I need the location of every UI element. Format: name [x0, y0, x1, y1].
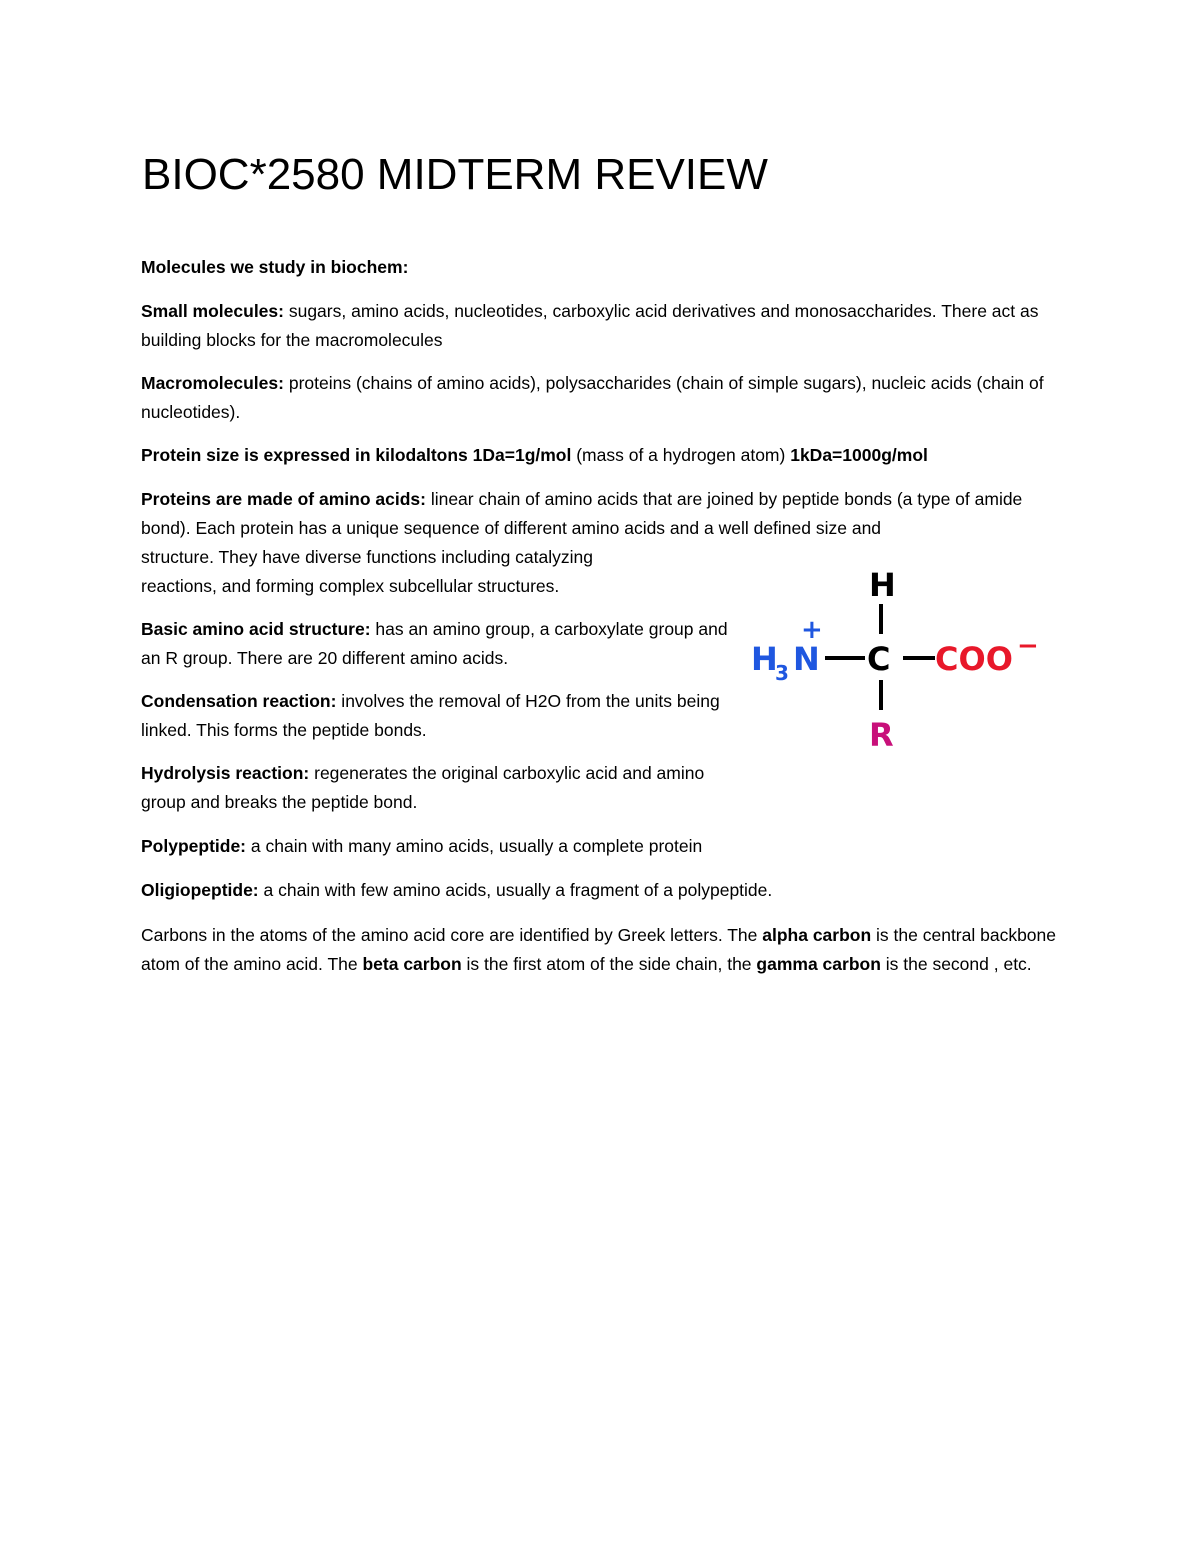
alpha-carbon-label: C [867, 640, 891, 678]
condensation-paragraph: Condensation reaction: involves the removal of H2O from the units being linked. This forms the peptide bonds. [141, 691, 720, 740]
hydrolysis-paragraph: Hydrolysis reaction: regenerates the original carboxylic acid and amino group and breaks the peptide bond. [141, 763, 705, 812]
carbons-paragraph: Carbons in the atoms of the amino acid core are identified by Greek letters. The alpha carbon is the central backbone atom of the amino acid. The beta carbon is the first atom of the side chain, the gamma carbon is the second , etc. [141, 925, 1057, 974]
term: Condensation reaction: [141, 691, 337, 711]
proteins-paragraph: Proteins are made of amino acids: linear chain of amino acids that are joined by peptide bonds (a type of amide bond). Each protein has a unique sequence of different amino acids and a well defined size and structure. They have diverse functions including catalyzing reactions, and forming complex subcellular structures. [141, 489, 1023, 596]
term: Hydrolysis reaction: [141, 763, 310, 783]
oligopeptide-paragraph: Oligiopeptide: a chain with few amino acids, usually a fragment of a polypeptide. [141, 880, 773, 900]
r-group-label: R [869, 716, 894, 754]
nitrogen-label: N [793, 640, 820, 678]
macromolecules-paragraph: Macromolecules: proteins (chains of amino acids), polysaccharides (chain of simple sugars), nucleic acids (chain of nucleotides). [141, 373, 1044, 422]
positive-charge: + [801, 615, 823, 645]
carboxyl-label: COO [935, 640, 1013, 678]
section-heading: Molecules we study in biochem: [141, 257, 409, 277]
term: Macromolecules: [141, 373, 284, 393]
amino-acid-structure-diagram [745, 560, 1039, 760]
negative-charge: − [1017, 631, 1039, 661]
page-title: BIOC*2580 MIDTERM REVIEW [142, 150, 768, 199]
term: Small molecules: [141, 301, 284, 321]
hydrogen-label: H [869, 566, 896, 604]
amine-hydrogen-label: H [751, 640, 778, 678]
protein-size-paragraph: Protein size is expressed in kilodaltons 1Da=1g/mol (mass of a hydrogen atom) 1kDa=1000g/mol [141, 445, 928, 465]
amine-subscript: 3 [775, 661, 789, 685]
term: Basic amino acid structure: [141, 619, 371, 639]
term: Oligiopeptide: [141, 880, 259, 900]
small-molecules-paragraph: Small molecules: sugars, amino acids, nucleotides, carboxylic acid derivatives and monosaccharides. There act as building blocks for the macromolecules [141, 301, 1039, 350]
polypeptide-paragraph: Polypeptide: a chain with many amino acids, usually a complete protein [141, 836, 703, 856]
basic-structure-paragraph: Basic amino acid structure: has an amino group, a carboxylate group and an R group. There are 20 different amino acids. [141, 619, 728, 668]
term: Proteins are made of amino acids: [141, 489, 426, 509]
term: Polypeptide: [141, 836, 247, 856]
